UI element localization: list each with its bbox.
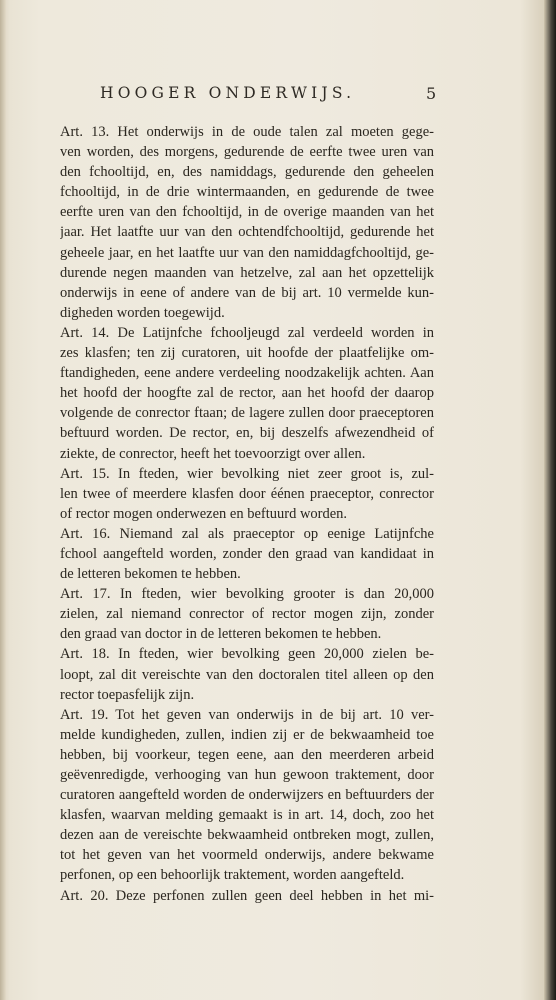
page-number: 5	[426, 84, 437, 103]
text-line: Art. 15. In fteden, wier bevolking niet zeer groot is, zul-	[60, 465, 434, 482]
text-line: hebben, bij voorkeur, tegen eene, aan den meerderen arbeid	[60, 746, 434, 763]
page-outer-edge	[544, 0, 556, 1000]
text-line: fchooltijd, in de drie wintermaanden, en gedurende de twee	[60, 184, 434, 201]
body-text	[60, 122, 434, 906]
text-line: dezen aan de vereischte bekwaamheid ontbreken mogt, zullen,	[60, 827, 434, 844]
text-line: ziekte, de conrector, heeft het toevoorzigt over allen.	[60, 445, 366, 462]
text-line: curatoren aangefteld worden de onderwijzers en beftuurders der	[60, 787, 434, 804]
text-line: Art. 20. Deze perfonen zullen geen deel hebben in het mi-	[60, 887, 434, 904]
text-line: beftuurd worden. De rector, en, bij deszelfs afwezendheid of	[60, 425, 434, 442]
text-line: de letteren bekomen te hebben.	[60, 566, 241, 583]
text-line: jaar. Het laatfte uur van den ochtendfchooltijd, gedurende het	[60, 224, 434, 241]
text-line: volgende de conrector ftaan; de lagere zullen door praeceptoren	[60, 405, 434, 422]
text-line: onderwijs in eene of andere van de bij art. 10 vermelde kun-	[60, 284, 434, 301]
text-line: perfonen, op een behoorlijk traktement, worden aangefteld.	[60, 867, 405, 884]
text-line: melde kundigheden, zullen, indien zij er de bekwaamheid toe	[60, 726, 434, 743]
text-line: fchool aangefteld worden, zonder den graad van kandidaat in	[60, 545, 434, 562]
text-line: zielen, zal niemand conrector of rector mogen zijn, zonder	[60, 606, 434, 623]
text-line: geheele jaar, en het laatfte uur van den namiddagfchooltijd, ge-	[60, 244, 434, 261]
text-line: digheden worden toegewijd.	[60, 304, 225, 321]
page-binding-edge	[0, 0, 6, 1000]
text-line: den graad van doctor in de letteren bekomen te hebben.	[60, 626, 382, 643]
text-line: ftandigheden, eene andere verdeeling noodzakelijk achten. Aan	[60, 365, 434, 382]
text-line: durende negen maanden van hetzelve, zal aan het opzettelijk	[60, 264, 434, 281]
text-line: Art. 16. Niemand zal als praeceptor op eenige Latijnfche	[60, 525, 434, 542]
text-line: Art. 17. In fteden, wier bevolking grooter is dan 20,000	[60, 586, 434, 603]
text-line: Art. 14. De Latijnfche fchooljeugd zal verdeeld worden in	[60, 324, 434, 341]
text-line: loopt, zal dit vereischte van den doctoralen titel alleen op den	[60, 666, 434, 683]
text-line: len twee of meerdere klasfen door éénen praeceptor, conrector	[60, 485, 434, 502]
text-line: tot het geven van het voormeld onderwijs, andere bekwame	[60, 847, 434, 864]
text-line: Art. 19. Tot het geven van onderwijs in de bij art. 10 ver-	[60, 706, 434, 723]
text-line: Art. 13. Het onderwijs in de oude talen zal moeten gege-	[60, 124, 434, 140]
text-line: ven worden, des morgens, gedurende de eerfte twee uren van	[60, 144, 434, 161]
running-head: HOOGER ONDERWIJS.	[100, 84, 356, 102]
text-line: Art. 18. In fteden, wier bevolking geen 20,000 zielen be-	[60, 646, 434, 663]
text-line: het hoofd der hoogfte zal de rector, aan het hoofd der daarop	[60, 385, 434, 402]
text-line: zes klasfen; ten zij curatoren, uit hoofde der plaatfelijke om-	[60, 345, 434, 362]
text-line: den fchooltijd, en, des namiddags, gedurende den geheelen	[60, 164, 434, 181]
text-line: of rector mogen onderwezen en beftuurd worden.	[60, 505, 348, 522]
text-line: geëvenredigde, verhooging van hun gewoon traktement, door	[60, 767, 434, 783]
text-line: klasfen, waarvan melding gemaakt is in art. 14, doch, zoo het	[60, 807, 434, 824]
text-line: rector toepasfelijk zijn.	[60, 686, 195, 703]
text-line: eerfte uren van den fchooltijd, in de overige maanden van het	[60, 204, 434, 221]
